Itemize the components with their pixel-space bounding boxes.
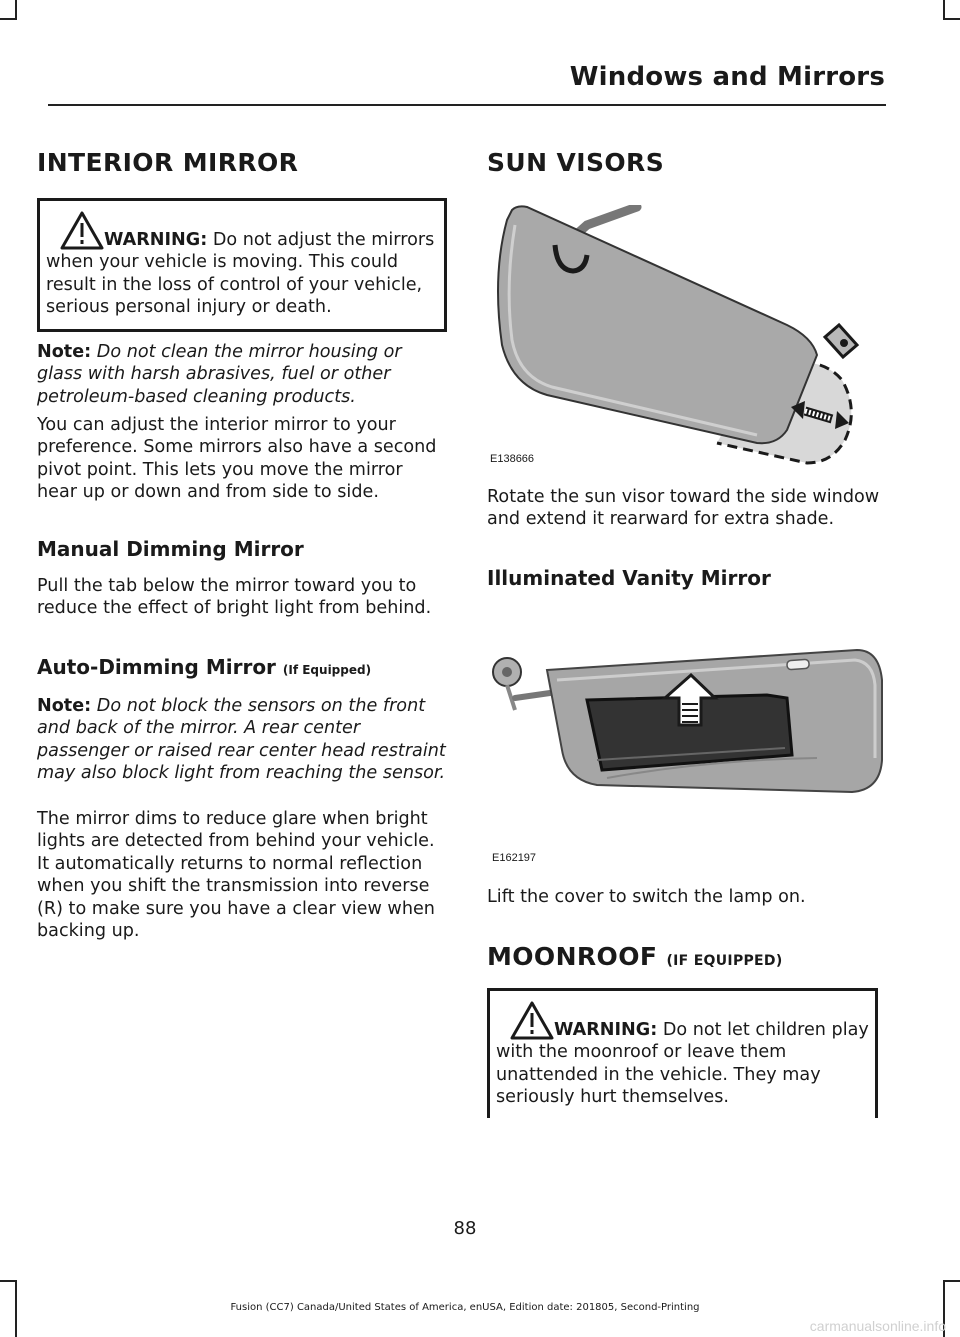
vanity-mirror-illustration (487, 640, 885, 810)
warning-text: Do not let children play with the moonroof or leave them unattended in the vehicle. They may seriously hurt themselves. (496, 1020, 869, 1108)
warning-text: Do not adjust the mirrors when your vehicle is moving. This could result in the loss of control of your vehicle, serious personal injury or death. (46, 230, 435, 318)
manual-dimming-text: Pull the tab below the mirror toward you to reduce the effect of bright light from behind. (37, 576, 432, 619)
if-equipped-label: (If Equipped) (282, 663, 372, 677)
note-sensor-blocking (37, 695, 447, 785)
vanity-mirror-text: Lift the cover to switch the lamp on. (487, 887, 806, 907)
moonroof-title: MOONROOF (487, 942, 658, 971)
section-title-moonroof (487, 942, 783, 971)
crop-mark (0, 1280, 17, 1282)
page-number: 88 (453, 1218, 477, 1239)
auto-dimming-title: Auto-Dimming Mirror (37, 655, 276, 679)
crop-mark (15, 0, 17, 20)
subheading-auto-dimming (37, 655, 371, 679)
auto-dimming-text: The mirror dims to reduce glare when bright lights are detected from behind your vehicle. It automatically returns to normal reflection when you shift the transmission into reverse (R) to make sure you have a clear view when backing up. (37, 809, 435, 942)
note-label: Note: (37, 342, 92, 362)
warning-box-mirror (37, 198, 447, 332)
watermark: carmanualsonline.info (809, 1318, 946, 1334)
crop-mark (943, 0, 945, 20)
sun-visor-illustration (487, 205, 872, 470)
figure-code-vanity-mirror: E162197 (492, 852, 537, 864)
warning-label: WARNING: (104, 230, 208, 250)
figure-code-sun-visor: E138666 (490, 453, 535, 465)
edition-footer: Fusion (CC7) Canada/United States of America, enUSA, Edition date: 201805, Second-Printing (230, 1302, 700, 1313)
if-equipped-label: (IF EQUIPPED) (666, 953, 783, 969)
subheading-manual-dimming: Manual Dimming Mirror (37, 537, 304, 561)
page-header-title: Windows and Mirrors (569, 62, 885, 92)
header-divider (48, 104, 886, 106)
section-title-sun-visors: SUN VISORS (487, 148, 665, 177)
warning-box-moonroof (487, 988, 878, 1118)
section-title-interior-mirror: INTERIOR MIRROR (37, 148, 299, 177)
note-mirror-cleaning (37, 341, 447, 408)
note-label: Note: (37, 696, 92, 716)
sun-visor-text: Rotate the sun visor toward the side window and extend it rearward for extra shade. (487, 487, 880, 530)
warning-label: WARNING: (554, 1020, 658, 1040)
interior-mirror-intro: You can adjust the interior mirror to your preference. Some mirrors also have a second pivot point. This lets you move the mirror hear up or down and from side to side. (37, 415, 437, 503)
note-text: Do not clean the mirror housing or glass with harsh abrasives, fuel or other petroleum-based cleaning products. (37, 342, 402, 407)
subheading-vanity-mirror: Illuminated Vanity Mirror (487, 566, 771, 590)
crop-mark (0, 18, 17, 20)
crop-mark (943, 1280, 960, 1282)
crop-mark (943, 18, 960, 20)
note-text: Do not block the sensors on the front and back of the mirror. A rear center passenger or raised rear center head restraint may also block light from reaching the sensor. (37, 696, 446, 784)
